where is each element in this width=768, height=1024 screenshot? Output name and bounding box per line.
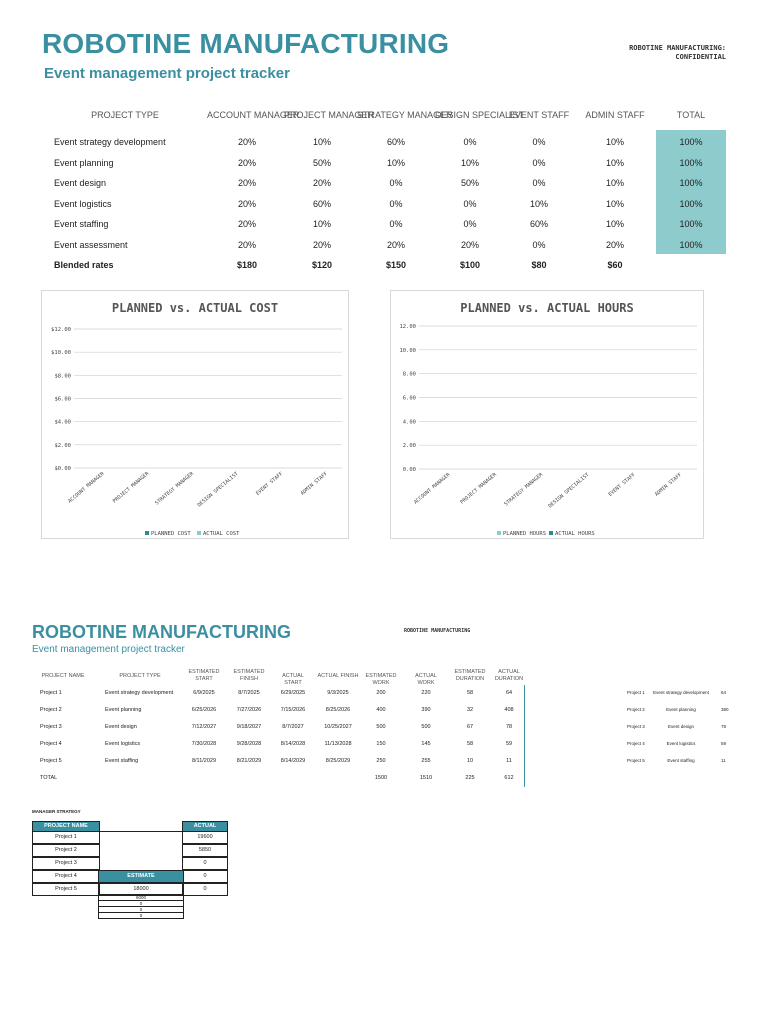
x-tick-label: PROJECT MANAGER [459,471,498,506]
rate-cell: 50% [312,157,331,168]
blended-rate-strategy-manager: $150 [385,260,407,270]
side-cell-value: 78 [721,724,727,729]
project-table-cell: Project 5 [40,758,62,764]
rate-cell: 10% [605,157,624,168]
blended-rate-event-staff: $80 [531,260,547,270]
project-table-cell: 8/25/2026 [325,707,351,713]
project-table-cell: Project 1 [40,690,62,696]
rate-row-type: Event assessment [54,240,128,250]
rate-cell: 20% [237,157,256,168]
project-table-cell: 10/25/2027 [324,724,352,730]
rate-row-total: 100% [679,137,703,147]
rate-cell: 0% [389,178,403,189]
project-total-cell: 1510 [419,775,433,781]
blended-rate-project-manager: $120 [311,260,333,270]
project-table-cell: 11/13/2028 [324,741,352,747]
manager-actual-cell: 0 [182,857,228,870]
x-tick-label: PROJECT MANAGER [111,470,151,505]
rate-cell: 0% [463,198,477,209]
side-cell-value: 380 [721,707,729,712]
cost-chart-title: PLANNED vs. ACTUAL COST [111,301,279,315]
y-tick-label: 2.00 [402,443,416,450]
second-company-title: ROBOTINE MANUFACTURING [32,622,291,642]
second-confidential-note: ROBOTINE MANUFACTURING [404,628,471,634]
manager-estimate-cell: 18000 [98,883,184,895]
rate-row-type: Event logistics [54,198,112,209]
side-cell-type: Event design [667,724,695,729]
project-table-header: ACTUAL WORK [415,673,437,686]
rate-row-total: 100% [679,157,703,168]
manager-project-cell: Project 4 [32,870,100,883]
project-table-cell: 11 [506,758,512,764]
rate-cell: 10% [605,219,624,230]
project-table-header: ACTUAL FINISH [317,673,359,679]
y-tick-label: 10.00 [399,347,416,354]
rate-row-total: 100% [679,240,703,250]
blended-rates-label: Blended rates [54,260,114,270]
project-table-cell: 9/18/2027 [236,724,262,730]
project-table-cell: 32 [466,707,474,713]
project-table-cell: Event logistics [105,741,141,747]
rate-cell: 10% [605,137,624,147]
rate-row-type: Event staffing [54,219,109,230]
side-cell-name: Project 3 [627,724,645,729]
project-table-cell: 8/25/2029 [325,758,351,764]
project-name-header: PROJECT NAME [32,821,100,832]
side-cell-value: 59 [721,741,727,746]
project-table-cell: Project 4 [40,741,62,747]
project-table-header: ESTIMATED DURATION [454,669,486,682]
project-table-cell: 7/30/2028 [191,741,217,747]
hours-chart-title: PLANNED vs. ACTUAL HOURS [460,301,634,315]
project-table-cell: Event strategy development [105,690,174,696]
x-tick-label: ACCOUNT MANAGER [67,470,106,505]
project-table-cell: 500 [376,724,386,730]
manager-actual-cell: 0 [182,883,228,896]
y-tick-label: $0.00 [54,466,71,472]
project-table-cell: 400 [376,707,386,713]
project-table-header: ACTUAL START [282,673,304,686]
project-table-cell: Event staffing [105,758,139,764]
rate-cell: 10% [605,178,624,189]
project-table-cell: 58 [466,690,474,696]
rate-cell: 20% [237,137,256,147]
x-tick-label: EVENT STAFF [607,471,637,498]
rate-row-type: Event planning [54,157,114,168]
rate-cell: 0% [532,178,546,189]
x-tick-label: DESIGN SPECIALIST [547,471,591,510]
project-table-cell: 78 [505,724,513,730]
legend-label: PLANNED COST [151,531,191,537]
x-tick-label: DESIGN SPECIALIST [196,470,240,509]
project-table-header: ESTIMATED START [188,669,220,682]
project-table-header: ACTUAL DURATION [494,669,524,682]
project-table-cell: 390 [421,707,431,713]
rate-cell: 50% [460,178,479,189]
x-tick-label: STRATEGY MANAGER [154,470,195,507]
project-table-cell: 9/3/2025 [327,690,349,696]
project-table-cell: 10 [466,758,474,764]
project-table-cell: 6/29/2025 [280,690,306,696]
manager-project-cell: Project 3 [32,857,100,870]
x-tick-label: EVENT STAFF [255,470,285,497]
y-tick-label: $12.00 [51,327,71,333]
project-total-cell: 1500 [374,775,388,781]
project-table-cell: 255 [421,758,431,764]
rate-cell: 10% [605,198,624,209]
x-tick-label: STRATEGY MANAGER [503,471,545,508]
col-header-account-manager: ACCOUNT MANAGER [207,110,300,120]
manager-actual-cell: 19600 [182,831,228,844]
project-table-cell: 220 [421,690,431,696]
rate-cell: 10% [529,198,548,209]
manager-project-cell: Project 2 [32,844,100,857]
blended-rate-design-specialist: $100 [459,260,481,270]
col-header-project-manager: PROJECT MANAGER [284,110,374,120]
y-tick-label: $10.00 [51,350,71,357]
y-tick-label: 8.00 [402,371,416,378]
project-table-cell: 145 [421,741,431,747]
page-subtitle: Event management project tracker [44,65,290,82]
project-table-cell: 8/21/2029 [236,758,262,764]
rate-cell: 0% [389,198,403,209]
project-table-cell: 6/25/2026 [191,707,217,713]
x-tick-label: ACCOUNT MANAGER [413,471,452,506]
col-header-total: TOTAL [676,110,706,120]
project-table-cell: 7/15/2026 [280,707,306,713]
side-cell-value: 64 [721,690,727,695]
project-table-cell: 8/14/2029 [280,758,306,764]
y-tick-label: $2.00 [54,442,71,449]
manager-estimate-cell: 0 [98,906,184,913]
y-tick-label: 0.00 [402,467,416,473]
company-title: ROBOTINE MANUFACTURING [42,28,450,59]
rate-cell: 0% [389,219,403,230]
project-table-cell: 6/9/2025 [193,690,215,696]
rate-cell: 60% [386,137,405,147]
manager-estimate-cell: 6000 [98,894,184,901]
project-table-cell: 500 [421,724,431,730]
manager-estimate-cell: 0 [98,912,184,919]
y-tick-label: 4.00 [402,419,416,426]
rate-cell: 20% [605,240,624,250]
project-table-cell: 64 [505,690,513,696]
manager-estimate-cell: 0 [98,900,184,907]
rate-cell: 20% [312,240,331,250]
side-cell-type: Event logistics [666,741,696,746]
side-cell-name: Project 4 [627,741,645,746]
side-cell-name: Project 2 [627,707,645,712]
y-tick-label: 12.00 [399,324,416,330]
rate-cell: 20% [237,178,256,189]
project-table-cell: 250 [376,758,386,764]
project-table-cell: 8/11/2029 [191,758,217,764]
rate-cell: 20% [312,178,331,189]
confidential-line-2: CONFIDENTIAL [675,53,726,61]
estimate-header: ESTIMATE [98,870,184,883]
col-header-strategy-manager: STRATEGY MANAGER [357,110,453,120]
project-table-cell: 7/27/2026 [236,707,262,713]
y-tick-label: $4.00 [54,419,71,426]
project-table-cell: 59 [505,741,513,747]
project-table-cell: Project 3 [40,724,62,730]
project-table-cell: 58 [466,741,474,747]
project-table-cell: 150 [376,741,386,747]
project-table-header: ESTIMATED WORK [365,673,397,686]
rate-cell: 60% [312,198,331,209]
rate-cell: 20% [237,240,256,250]
project-total-cell: 225 [465,775,475,781]
project-table-cell: 67 [466,724,474,730]
project-table-cell: 200 [376,690,386,696]
rate-cell: 0% [532,240,546,250]
manager-actual-cell: 0 [182,870,228,883]
rate-row-total: 100% [679,219,703,230]
rate-cell: 0% [463,137,477,147]
confidential-line-1: ROBOTINE MANUFACTURING: [629,44,726,52]
legend-label: ACTUAL HOURS [555,531,595,537]
rate-row-total: 100% [679,198,703,209]
legend-label: PLANNED HOURS [503,531,547,537]
x-tick-label: ADMIN STAFF [299,470,329,497]
rate-cell: 10% [386,157,405,168]
project-table-header: ESTIMATED FINISH [233,669,265,682]
rate-row-type: Event design [54,178,107,189]
project-total-label: TOTAL [40,775,58,781]
rate-cell: 20% [237,219,256,230]
col-header-design-specialist: DESIGN SPECIALIST [435,110,525,120]
rate-row-total: 100% [679,178,703,189]
project-total-cell: 612 [504,775,514,781]
y-tick-label: $8.00 [54,373,71,380]
col-header-project-type: PROJECT TYPE [91,110,159,120]
x-tick-label: ADMIN STAFF [653,471,684,498]
y-tick-label: 6.00 [402,395,416,402]
manager-actual-cell: 5850 [182,844,228,857]
side-cell-value: 11 [721,758,726,763]
project-table-cell: 7/12/2027 [191,724,217,730]
project-table-cell: Event planning [105,707,142,713]
project-table-cell: 8/7/2027 [282,724,304,730]
project-table-cell: 408 [504,707,514,713]
y-tick-label: $6.00 [54,396,71,403]
rate-cell: 10% [312,137,331,147]
rate-cell: 20% [237,198,256,209]
legend-label: ACTUAL COST [203,531,240,537]
project-table-cell: 8/14/2028 [280,741,306,747]
rate-cell: 60% [529,219,548,230]
blended-rate-admin-staff: $60 [607,260,623,270]
side-cell-type: Event strategy development [653,690,709,695]
rate-cell: 10% [460,157,479,168]
second-subtitle: Event management project tracker [32,644,185,655]
rate-cell: 20% [386,240,405,250]
rate-cell: 20% [460,240,479,250]
project-table-cell: 9/28/2028 [236,741,262,747]
col-header-admin-staff: ADMIN STAFF [585,110,645,120]
rate-cell: 10% [312,219,331,230]
rate-cell: 0% [463,219,477,230]
project-table-cell: 8/7/2025 [238,690,260,696]
manager-strategy-title: MANAGER STRATEGY [32,809,81,814]
project-table-cell: Event design [105,724,137,730]
blended-rate-account-manager: $180 [236,260,258,270]
rate-cell: 0% [532,137,546,147]
side-cell-type: Event staffing [667,758,695,763]
actual-header: ACTUAL [182,821,228,832]
project-table-header: PROJECT NAME [41,673,85,679]
col-header-event-staff: EVENT STAFF [508,110,570,120]
side-cell-name: Project 5 [627,758,645,763]
rate-row-type: Event strategy development [54,137,166,147]
side-cell-type: Event planning [666,707,696,712]
project-table-header: PROJECT TYPE [119,673,161,679]
rate-cell: 0% [532,157,546,168]
project-table-cell: Project 2 [40,707,62,713]
side-cell-name: Project 1 [627,690,645,695]
manager-project-cell: Project 1 [32,831,100,844]
manager-project-cell: Project 5 [32,883,100,896]
